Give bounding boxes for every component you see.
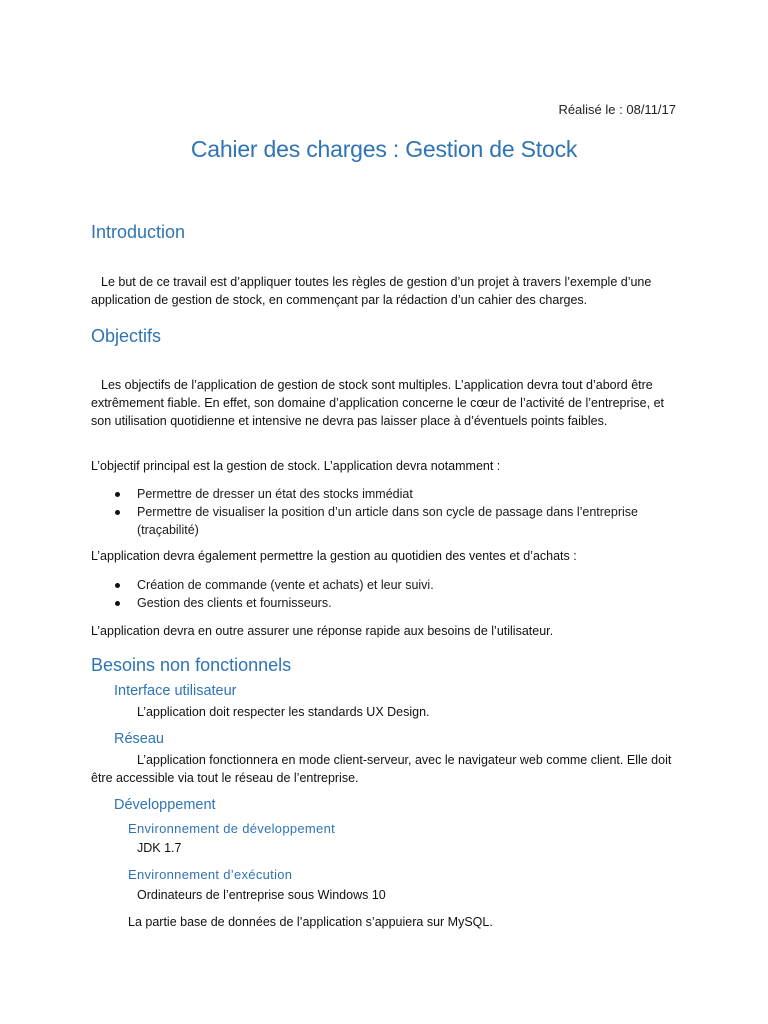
objectifs-list-1 [91,485,681,539]
heading-environnement-execution: Environnement d’exécution [128,867,293,882]
objectifs-paragraph-3: L’application devra également permettre la gestion au quotidien des ventes et d’achats : [91,549,577,563]
objectifs-list-2 [91,576,681,612]
objectifs-paragraph-2: L’objectif principal est la gestion de stock. L’application devra notamment : [91,459,501,473]
heading-environnement-developpement: Environnement de développement [128,821,336,836]
heading-introduction: Introduction [91,222,186,242]
bullet-icon [115,492,120,497]
list-item: Création de commande (vente et achats) et leur suivi. [91,576,681,594]
env-dev-paragraph: JDK 1.7 [137,841,182,855]
interface-paragraph: L’application doit respecter les standards UX Design. [137,705,430,719]
heading-besoins-non-fonctionnels: Besoins non fonctionnels [91,655,292,675]
list-item: Gestion des clients et fournisseurs. [91,594,681,612]
reseau-paragraph: L’application fonctionnera en mode client-serveur, avec le navigateur web comme client. Elle doit être accessible via tout le réseau de l’entreprise. [91,753,672,785]
heading-reseau: Réseau [114,731,164,747]
objectifs-paragraph-1: Les objectifs de l’application de gestion de stock sont multiples. L’application devra tout d’abord être extrêmement fiable. En effet, son domaine d’application concerne le cœur de l’activité de l’entreprise, et son utilisation quotidienne et intensive ne devra pas laisser place à d’éventuels points faibles. [91,378,664,428]
objectifs-paragraph-4: L’application devra en outre assurer une réponse rapide aux besoins de l’utilisateur. [91,624,554,638]
heading-interface-utilisateur: Interface utilisateur [114,683,237,699]
heading-developpement: Développement [114,797,216,813]
document-title: Cahier des charges : Gestion de Stock [190,136,578,162]
bullet-icon [115,601,120,606]
list-item: Permettre de visualiser la position d’un article dans son cycle de passage dans l’entreprise (traçabilité) [91,503,681,539]
database-paragraph: La partie base de données de l’application s’appuiera sur MySQL. [128,915,493,929]
creation-date: Réalisé le : 08/11/17 [558,102,676,117]
bullet-icon [115,583,120,588]
heading-objectifs: Objectifs [91,326,162,346]
bullet-icon [115,510,120,515]
list-item: Permettre de dresser un état des stocks immédiat [91,485,681,503]
env-exec-paragraph: Ordinateurs de l’entreprise sous Windows 10 [137,888,386,902]
introduction-paragraph: Le but de ce travail est d’appliquer toutes les règles de gestion d’un projet à travers l’exemple d’une application de gestion de stock, en commençant par la rédaction d’un cahier des charges. [91,275,652,307]
